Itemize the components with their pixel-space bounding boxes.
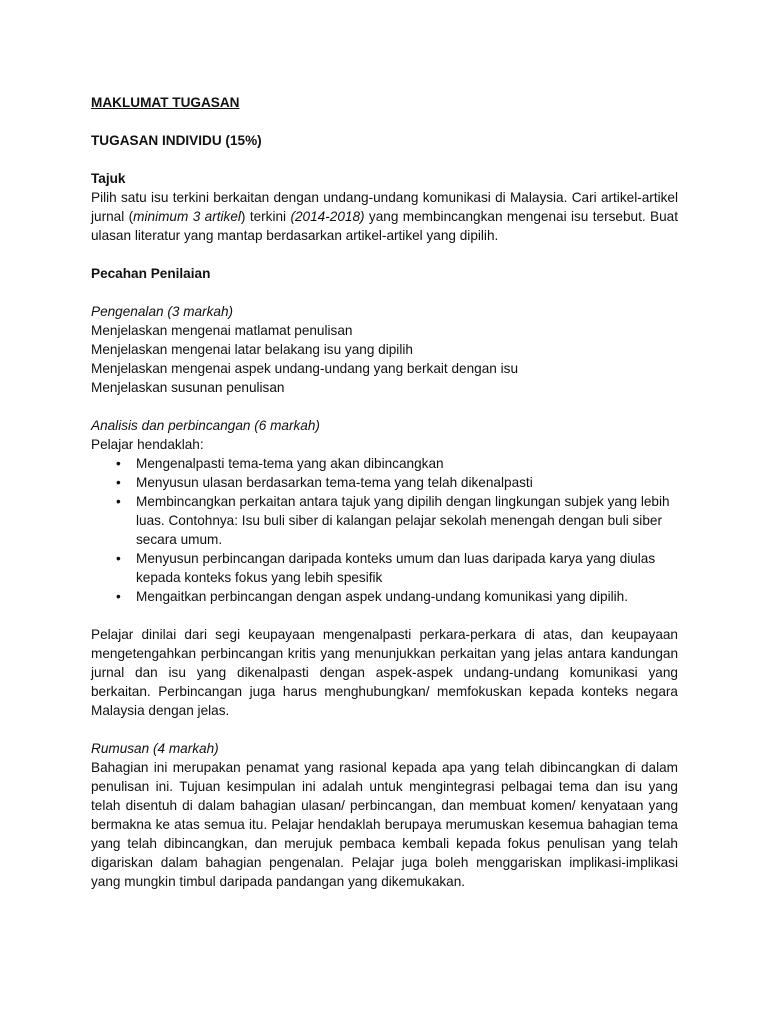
tajuk-text-3: yang membincangkan mengenai isu tersebut. Buat ulasan literatur yang mantap berdasarkan artikel-artikel yang dipilih.: [91, 209, 679, 243]
pecahan-label: Pecahan Penilaian: [91, 266, 211, 281]
pengenalan-line: Menjelaskan mengenai latar belakang isu yang dipilih: [91, 342, 413, 357]
list-item-text: Mengaitkan perbincangan dengan aspek undang-undang komunikasi yang dipilih.: [136, 589, 628, 604]
tajuk-text-1: Pilih satu isu terkini berkaitan dengan undang-undang komunikasi di Malaysia. Cari artikel-artikel jurnal (: [91, 190, 678, 224]
list-item-text: Menyusun perbincangan daripada konteks umum dan luas daripada karya yang diulas kepada konteks fokus yang lebih spesifik: [136, 551, 656, 585]
tajuk-italic-2: (2014-2018): [290, 209, 365, 224]
tajuk-label: Tajuk: [91, 171, 126, 186]
document-body: [91, 93, 678, 891]
tajuk-paragraph: [91, 188, 678, 245]
list-item-text: Menyusun ulasan berdasarkan tema-tema yang telah dikenalpasti: [136, 475, 533, 490]
pengenalan-line: Menjelaskan susunan penulisan: [91, 380, 285, 395]
tajuk-italic-1: minimum 3 artikel: [133, 209, 241, 224]
bullet-icon: •: [116, 589, 121, 604]
list-item: [91, 587, 678, 606]
bullet-icon: •: [116, 475, 121, 490]
list-item: [91, 549, 678, 587]
rumusan-heading: Rumusan (4 markah): [91, 741, 219, 756]
pengenalan-heading: Pengenalan (3 markah): [91, 304, 234, 319]
tajuk-text-2: ) terkini: [240, 209, 291, 224]
list-item-text: Mengenalpasti tema-tema yang akan dibincangkan: [136, 456, 444, 471]
analisis-heading: Analisis dan perbincangan (6 markah): [91, 418, 320, 433]
bullet-icon: •: [116, 456, 121, 471]
analisis-paragraph: Pelajar dinilai dari segi keupayaan mengenalpasti perkara-perkara di atas, dan keupayaan mengetengahkan perbincangan kritis yang menunjukkan perkaitan yang jelas antara kandungan jurnal dan isu yang dikenalpasti dengan aspek-aspek undang-undang komunikasi yang berkaitan. Perbincangan juga harus menghubungkan/ memfokuskan kepada konteks negara Malaysia dengan jelas.: [91, 627, 678, 718]
list-item: [91, 492, 678, 549]
analisis-bullet-list: [91, 454, 678, 606]
list-item-text: Membincangkan perkaitan antara tajuk yang dipilih dengan lingkungan subjek yang lebih luas. Contohnya: Isu buli siber di kalangan pelajar sekolah menengah dengan buli siber secara umum.: [136, 494, 670, 547]
pengenalan-line: Menjelaskan mengenai aspek undang-undang yang berkait dengan isu: [91, 361, 519, 376]
bullet-icon: •: [116, 494, 121, 509]
rumusan-paragraph: Bahagian ini merupakan penamat yang rasional kepada apa yang telah dibincangkan di dalam penulisan ini. Tujuan kesimpulan ini adalah untuk mengintegrasi pelbagai tema dan isu yang telah disentuh di dalam bahagian ulasan/ perbincangan, dan membuat komen/ kenyataan yang bermakna ke atas semua itu. Pelajar hendaklah berupaya merumuskan kesemua bahagian tema yang telah dibincangkan, dan merujuk pembaca kembali kepada fokus penulisan yang telah digariskan dalam bahagian pengenalan. Pelajar juga boleh menggariskan implikasi-implikasi yang mungkin timbul daripada pandangan yang dikemukakan.: [91, 760, 678, 889]
bullet-icon: •: [116, 551, 121, 566]
analisis-intro: Pelajar hendaklah:: [91, 437, 204, 452]
list-item: [91, 473, 678, 492]
document-heading: MAKLUMAT TUGASAN: [91, 95, 240, 110]
list-item: [91, 454, 678, 473]
pengenalan-line: Menjelaskan mengenai matlamat penulisan: [91, 323, 353, 338]
task-title: TUGASAN INDIVIDU (15%): [91, 133, 262, 148]
